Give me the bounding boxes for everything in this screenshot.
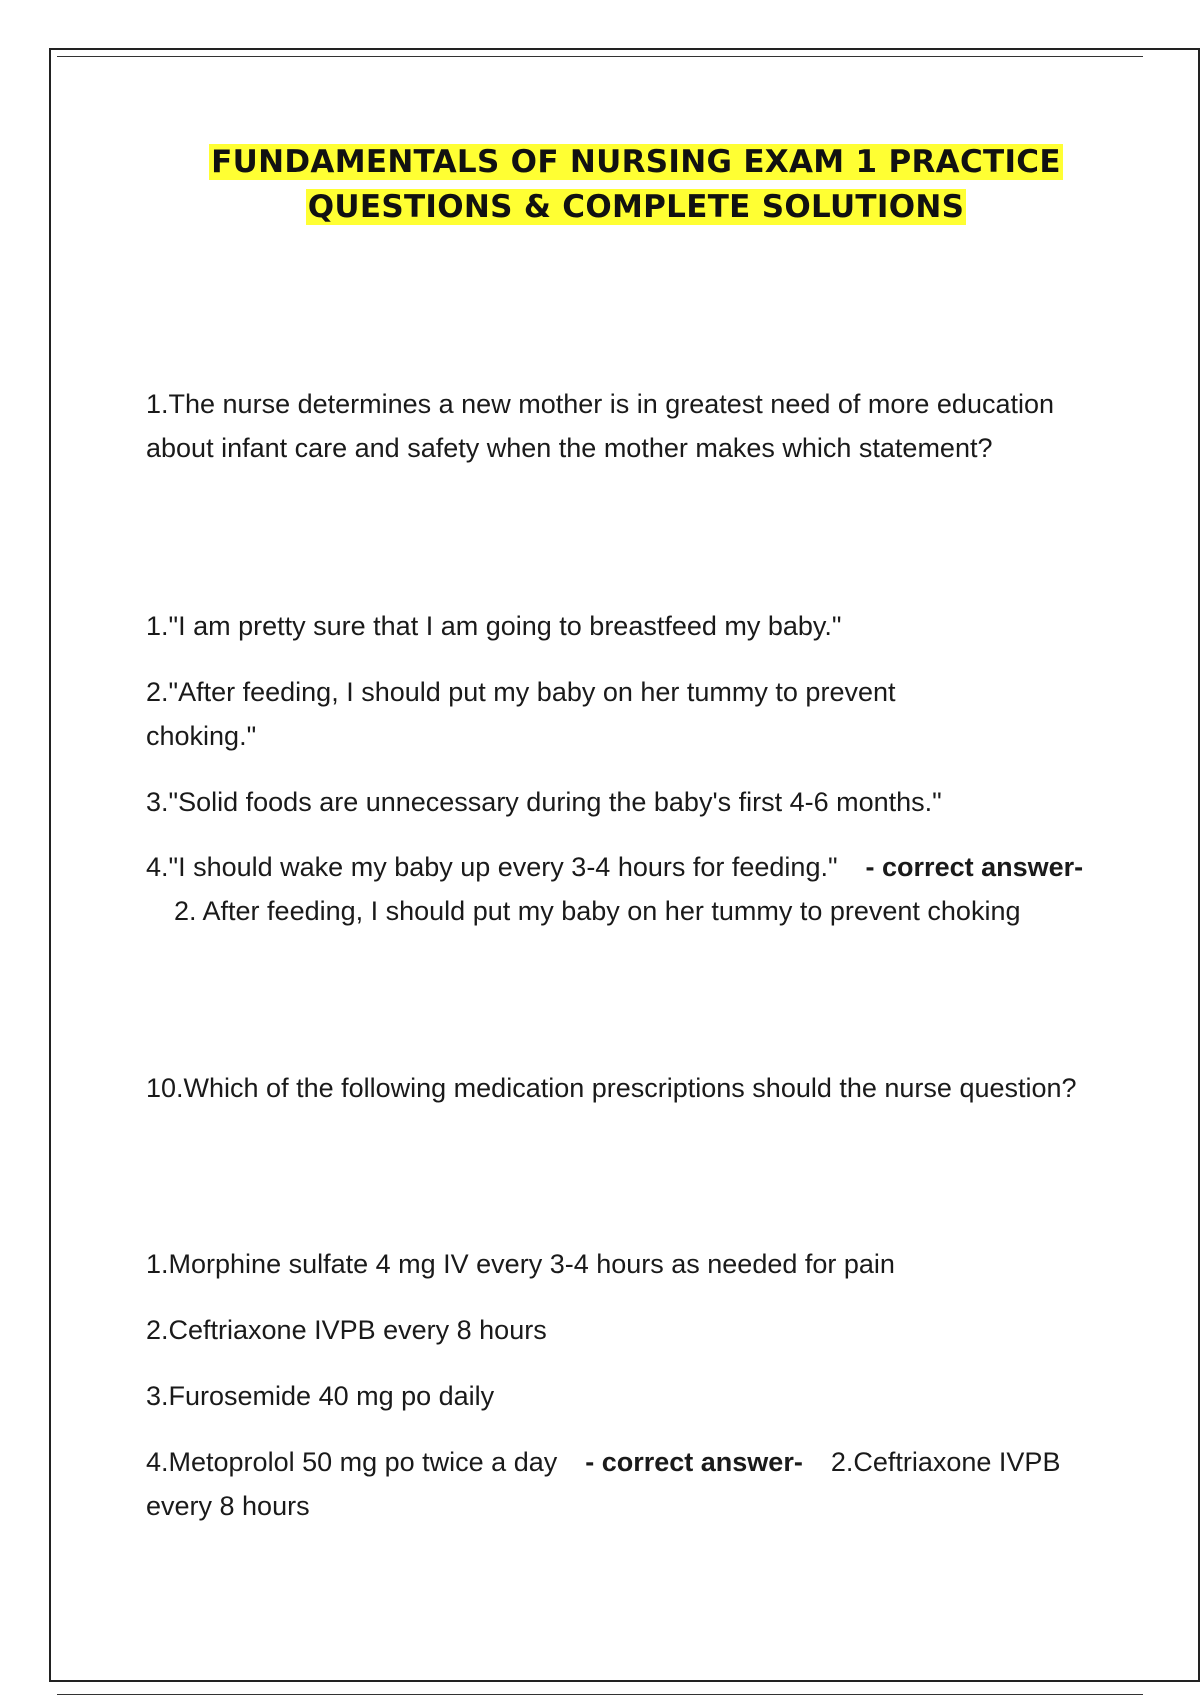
question-10-option-4-with-answer <box>146 1440 1086 1528</box>
bottom-rule <box>57 1694 1143 1695</box>
question-10-option-3: 3.Furosemide 40 mg po daily <box>146 1381 495 1411</box>
question-10-option-4: 4.Metoprolol 50 mg po twice a day <box>146 1447 558 1477</box>
question-1-answer-text: 2. After feeding, I should put my baby on her tummy to prevent choking <box>174 896 1021 926</box>
title-line-2: QUESTIONS & COMPLETE SOLUTIONS <box>307 189 965 225</box>
question-1-answer-label: - correct answer- <box>865 852 1084 882</box>
question-10-stem: 10.Which of the following medication prescriptions should the nurse question? <box>146 1073 1077 1103</box>
question-10-answer-label: - correct answer- <box>585 1447 803 1477</box>
question-1-option-4-with-answer <box>146 845 1086 933</box>
question-10-option-1: 1.Morphine sulfate 4 mg IV every 3-4 hours as needed for pain <box>146 1249 895 1279</box>
top-rule <box>57 56 1143 57</box>
question-1-option-4: 4."I should wake my baby up every 3-4 hours for feeding." <box>146 852 838 882</box>
document-title <box>146 140 1126 230</box>
question-1-stem: 1.The nurse determines a new mother is in greatest need of more education about infant care and safety when the mother makes which statement? <box>146 389 1055 463</box>
question-1-option-2: 2."After feeding, I should put my baby on her tummy to prevent choking." <box>146 677 896 751</box>
question-1-option-3: 3."Solid foods are unnecessary during the baby's first 4-6 months." <box>146 787 942 817</box>
title-line-1: FUNDAMENTALS OF NURSING EXAM 1 PRACTICE <box>211 144 1061 180</box>
question-1-option-1: 1."I am pretty sure that I am going to breastfeed my baby." <box>146 611 842 641</box>
question-10-answer-text: 2.Ceftriaxone IVPB every 8 hours <box>146 1447 1061 1521</box>
question-10-option-2: 2.Ceftriaxone IVPB every 8 hours <box>146 1315 547 1345</box>
